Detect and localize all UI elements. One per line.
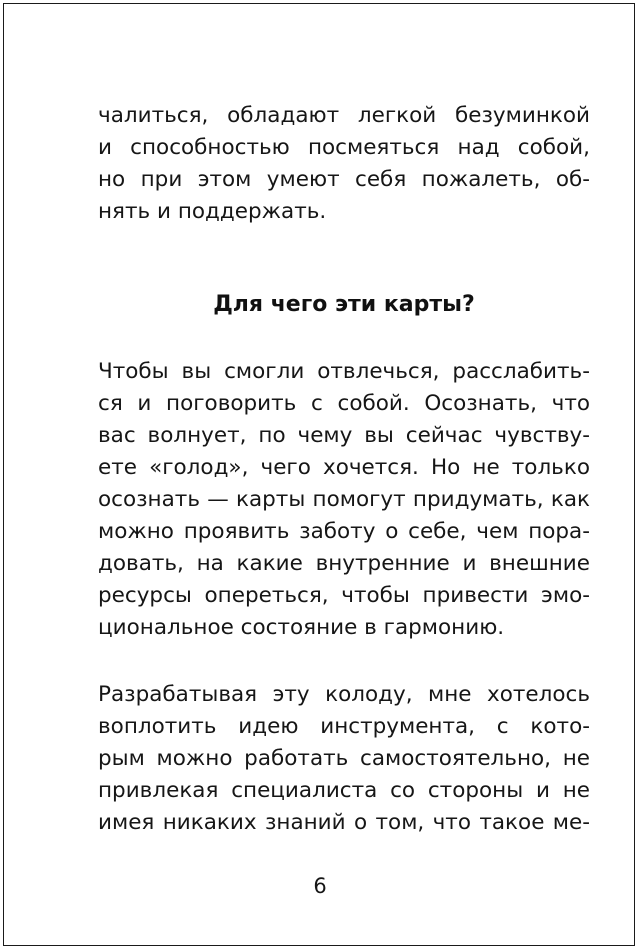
text-line: но при этом умеют себя пожалеть, об- bbox=[98, 167, 590, 192]
text-line: ресурсы опереться, чтобы привести эмо- bbox=[98, 583, 590, 608]
text-line: привлекая специалиста со стороны и не bbox=[98, 778, 590, 803]
text-line: ете «голод», чего хочется. Но не только bbox=[98, 455, 590, 480]
page-number: 6 bbox=[313, 874, 327, 898]
text-line: имея никаких знаний о том, что такое ме- bbox=[98, 810, 590, 835]
text-line: и способностью посмеяться над собой, bbox=[98, 135, 590, 160]
text-line: рым можно работать самостоятельно, не bbox=[98, 746, 590, 771]
paragraph-purpose bbox=[98, 356, 590, 644]
text-line: Чтобы вы смогли отвлечься, расслабить- bbox=[98, 359, 590, 384]
text-line: вас волнует, по чему вы сейчас чувству- bbox=[98, 423, 590, 448]
text-line: ся и поговорить с собой. Осознать, что bbox=[98, 391, 590, 416]
book-page bbox=[3, 3, 635, 946]
text-line: нять и поддержать. bbox=[98, 199, 327, 224]
text-line: можно проявить заботу о себе, чем пора- bbox=[98, 519, 590, 544]
section-heading: Для чего эти карты? bbox=[213, 292, 475, 317]
text-line: чалиться, обладают легкой безуминкой bbox=[98, 103, 590, 128]
paragraph-development bbox=[98, 679, 590, 839]
paragraph-continuation bbox=[98, 100, 590, 228]
text-line: осознать — карты помогут придумать, как bbox=[98, 487, 590, 512]
text-line: Разрабатывая эту колоду, мне хотелось bbox=[98, 682, 590, 707]
text-line: циональное состояние в гармонию. bbox=[98, 615, 505, 640]
text-line: довать, на какие внутренние и внешние bbox=[98, 551, 590, 576]
text-line: воплотить идею инструмента, с кото- bbox=[98, 714, 590, 739]
